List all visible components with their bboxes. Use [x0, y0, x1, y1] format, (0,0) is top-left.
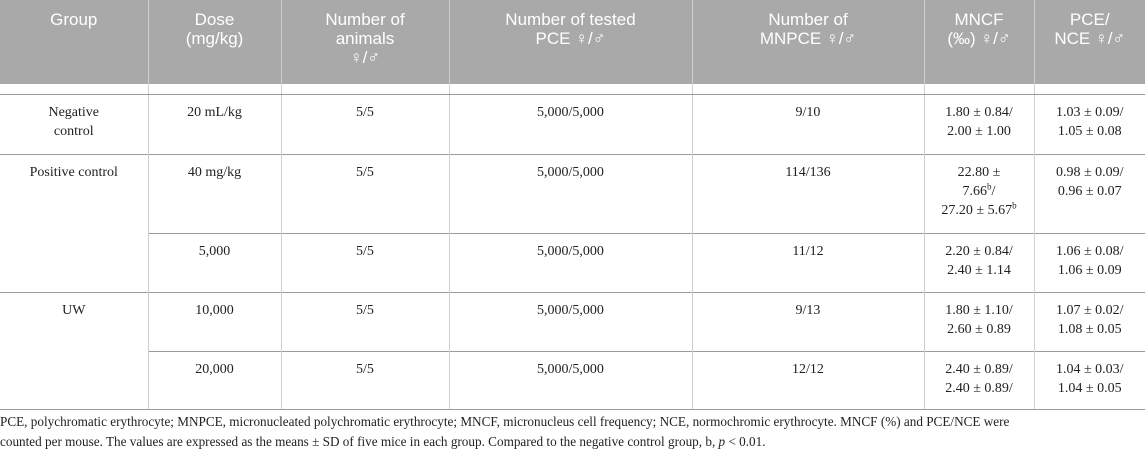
table-header-row — [0, 0, 1145, 84]
cell-dose: 5,000 — [148, 233, 281, 292]
cell-animals: 5/5 — [281, 233, 449, 292]
header-mncf: MNCF (‰) ♀/♂ — [924, 0, 1034, 84]
table-row — [0, 351, 1145, 409]
table-footnote — [0, 412, 1140, 452]
cell-group: Negative control — [48, 104, 100, 139]
cell-animals: 5/5 — [281, 94, 449, 154]
cell-dose: 20 mL/kg — [148, 94, 281, 154]
cell-group: UW — [0, 292, 148, 351]
cell-mncf: 22.80 ± 7.66$^b$/ 27.20 ± 5.67$^b$ — [924, 154, 1034, 233]
cell-group — [0, 233, 148, 292]
cell-dose: 40 mg/kg — [148, 154, 281, 233]
cell-group — [0, 351, 148, 409]
footnote-line-2: counted per mouse. The values are expressed as the means ± SD of five mice in each group. Compared to the negative control group, b, p < 0.01. — [0, 434, 766, 449]
table-row — [0, 292, 1145, 351]
cell-tested-pce: 5,000/5,000 — [449, 292, 692, 351]
header-number-of-animals: Number of animals ♀/♂ — [281, 0, 449, 84]
cell-tested-pce: 5,000/5,000 — [449, 233, 692, 292]
cell-pce-nce: 1.06 ± 0.08/ 1.06 ± 0.09 — [1034, 233, 1145, 292]
header-group: Group — [0, 0, 148, 84]
header-pce-nce: PCE/ NCE ♀/♂ — [1034, 0, 1145, 84]
cell-mnpce: 114/136 — [692, 154, 924, 233]
cell-mncf: 1.80 ± 0.84/ 2.00 ± 1.00 — [924, 94, 1034, 154]
cell-pce-nce: 0.98 ± 0.09/ 0.96 ± 0.07 — [1034, 154, 1145, 233]
cell-animals: 5/5 — [281, 351, 449, 409]
table-row — [0, 154, 1145, 233]
cell-tested-pce: 5,000/5,000 — [449, 154, 692, 233]
cell-mnpce: 12/12 — [692, 351, 924, 409]
header-dose: Dose (mg/kg) — [148, 0, 281, 84]
cell-mncf: 1.80 ± 1.10/ 2.60 ± 0.89 — [924, 292, 1034, 351]
cell-mncf: 2.40 ± 0.89/ 2.40 ± 0.89/ — [924, 351, 1034, 409]
table-spacer-row — [0, 84, 1145, 94]
cell-dose: 10,000 — [148, 292, 281, 351]
cell-tested-pce: 5,000/5,000 — [449, 94, 692, 154]
cell-mncf: 2.20 ± 0.84/ 2.40 ± 1.14 — [924, 233, 1034, 292]
cell-mnpce: 11/12 — [692, 233, 924, 292]
cell-group: Positive control — [0, 154, 148, 233]
cell-tested-pce: 5,000/5,000 — [449, 351, 692, 409]
cell-mnpce: 9/10 — [692, 94, 924, 154]
cell-animals: 5/5 — [281, 292, 449, 351]
table-row — [0, 233, 1145, 292]
footnote-line-1: PCE, polychromatic erythrocyte; MNPCE, micronucleated polychromatic erythrocyte; MNCF, micronucleus cell frequency; NCE, normochromic erythrocyte. MNCF (%) and PCE/NCE were — [0, 414, 1010, 429]
cell-pce-nce: 1.03 ± 0.09/ 1.05 ± 0.08 — [1034, 94, 1145, 154]
table-row — [0, 94, 1145, 154]
cell-pce-nce: 1.04 ± 0.03/ 1.04 ± 0.05 — [1034, 351, 1145, 409]
cell-mnpce: 9/13 — [692, 292, 924, 351]
header-mnpce: Number of MNPCE ♀/♂ — [692, 0, 924, 84]
cell-dose: 20,000 — [148, 351, 281, 409]
cell-animals: 5/5 — [281, 154, 449, 233]
cell-pce-nce: 1.07 ± 0.02/ 1.08 ± 0.05 — [1034, 292, 1145, 351]
header-tested-pce: Number of tested PCE ♀/♂ — [449, 0, 692, 84]
